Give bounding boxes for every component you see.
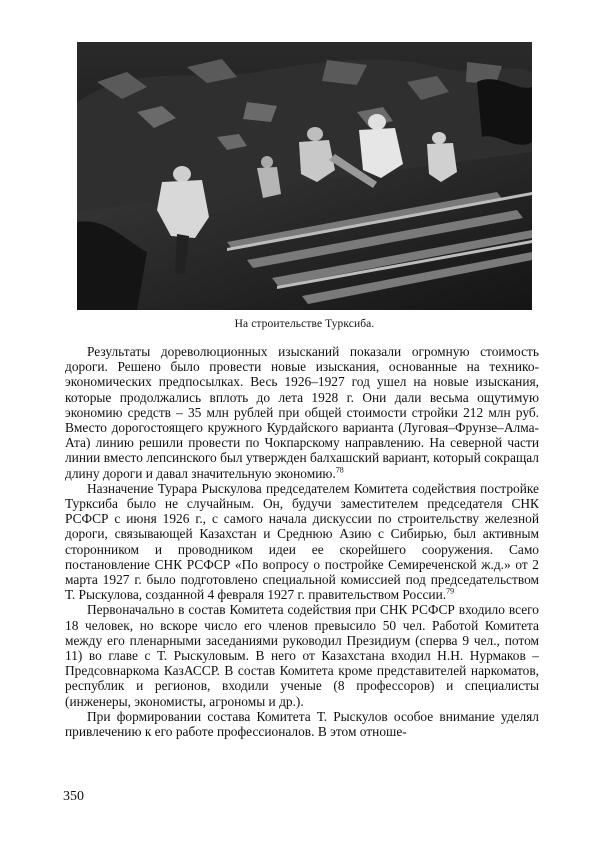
footnote-ref[interactable]: 78 (335, 465, 344, 475)
photo-image (77, 42, 532, 310)
paragraph-text: Назначение Турара Рыскулова председателем Комитета содействия постройке Турксиба было не случайным. Он, будучи заместителем председателя СНК РСФСР с июня 1926 г., с самого начала дискуссии по строительству железной дороги, связывающей Казахстан и Среднюю Азию с Сибирью, был активным сторонником и проводником идеи ее скорейшего сооружения. Само постановление СНК РСФСР «По вопросу о постройке Семиреченской ж.д.» от 2 марта 1927 г. было подготовлено специальной комиссией под председательством Т. Рыскулова, созданной 4 февраля 1927 г. правительством России. (65, 480, 539, 603)
paragraph-3 (65, 602, 539, 708)
page-number: 350 (63, 789, 84, 804)
paragraph-4 (65, 709, 539, 739)
paragraph-2 (65, 481, 539, 603)
footnote-ref[interactable]: 79 (446, 586, 455, 596)
construction-photo (77, 42, 532, 310)
paragraph-text: При формировании состава Комитета Т. Рыскулов особое внимание уделял привлечению к его работе профессионалов. В этом отноше- (65, 708, 539, 740)
paragraph-1 (65, 344, 539, 481)
body-text (65, 344, 539, 739)
paragraph-text: Первоначально в состав Комитета содействия при СНК РСФСР входило всего 18 человек, но вскоре число его членов превысило 50 чел. Работой Комитета между его пленарными заседаниями руководил Президиум (сперва 9 чел., потом 11) во главе с Т. Рыскуловым. В него от Казахстана входил Н.Н. Нурмаков – Предсовнаркома КазАССР. В состав Комитета кроме представителей наркоматов, республик и регионов, входили ученые (8 профессоров) и специалисты (инженеры, экономисты, агрономы и др.). (65, 602, 539, 709)
photo-caption: На строительстве Турксиба. (234, 318, 375, 330)
paragraph-text: Результаты дореволюционных изысканий показали огромную стоимость дороги. Решено было провести новые изыскания, основанные на технико-экономических предпосылках. Весь 1926–1927 год ушел на новые изыскания, которые продолжались вплоть до лета 1928 г. Они дали весьма ощутимую экономию средств – 35 млн рублей при общей стоимости стройки 212 млн руб. Вместо дорогостоящего кружного Курдайского варианта (Луговая–Фрунзе–Алма-Ата) линию решили провести по Чокпарскому направлению. На северной части линии вместо лепсинского был утвержден балхашский вариант, который сокращал длину дороги и давал значительную экономию. (65, 344, 539, 481)
